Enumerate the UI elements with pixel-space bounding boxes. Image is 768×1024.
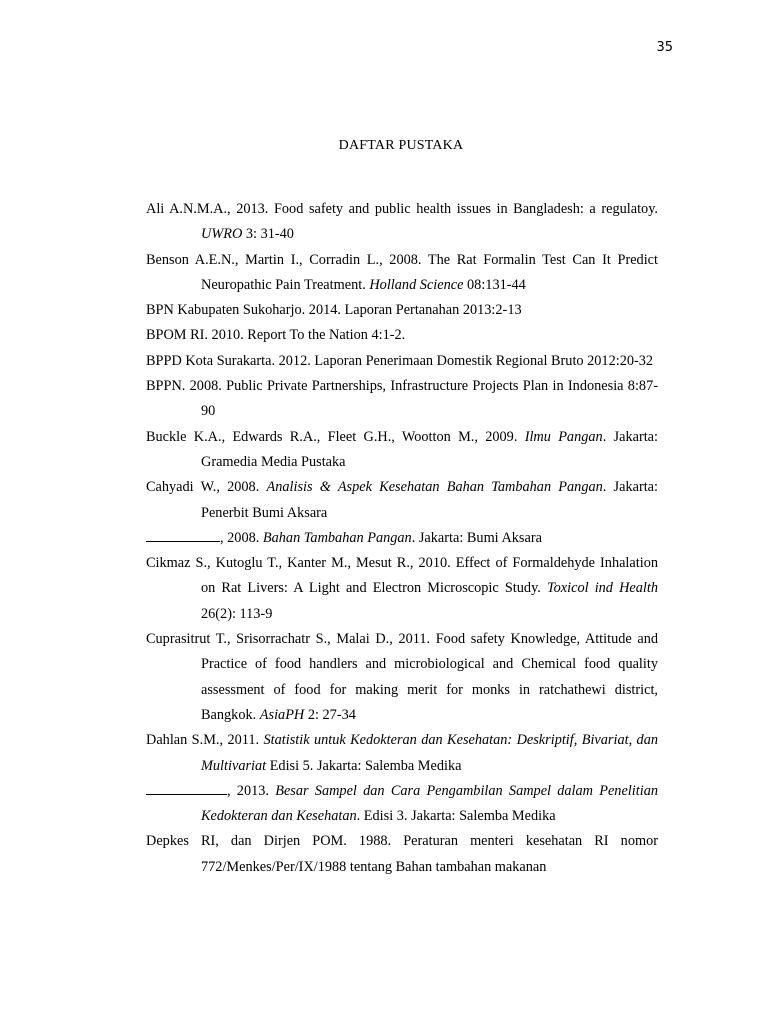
reference-item: Buckle K.A., Edwards R.A., Fleet G.H., Wootton M., 2009. Ilmu Pangan. Jakarta: Gramedia Media Pustaka [146, 428, 659, 470]
reference-item: Benson A.E.N., Martin I., Corradin L., 2008. The Rat Formalin Test Can It Predict Neuropathic Pain Treatment. Holland Science 08:131-44 [146, 251, 658, 293]
reference-item: BPN Kabupaten Sukoharjo. 2014. Laporan Pertanahan 2013:2-13 [146, 302, 522, 319]
reference-item: Cuprasitrut T., Srisorrachatr S., Malai D., 2011. Food safety Knowledge, Attitude and Practice of food handlers and microbiological and Chemical food quality assessment of food for making merit for monks in ratchathewi district, Bangkok. AsiaPH 2: 27-34 [146, 631, 658, 723]
reference-item: Cahyadi W., 2008. Analisis & Aspek Kesehatan Bahan Tambahan Pangan. Jakarta: Penerbit Bumi Aksara [146, 479, 658, 521]
author-repeat-dash [146, 780, 227, 795]
page-title: DAFTAR PUSTAKA [338, 138, 464, 153]
reference-item: BPOM RI. 2010. Report To the Nation 4:1-2. [146, 327, 406, 344]
reference-item: BPPD Kota Surakarta. 2012. Laporan Penerimaan Domestik Regional Bruto 2012:20-32 [146, 352, 654, 369]
reference-list [146, 197, 658, 880]
page-number: 35 [656, 40, 673, 55]
reference-item: Depkes RI, dan Dirjen POM. 1988. Peraturan menteri kesehatan RI nomor 772/Menkes/Per/IX/1988 tentang Bahan tambahan makanan [146, 833, 658, 875]
reference-item: Cikmaz S., Kutoglu T., Kanter M., Mesut R., 2010. Effect of Formaldehyde Inhalation on Rat Livers: A Light and Electron Microscopic Study. Toxicol ind Health 26(2): 113-9 [146, 555, 658, 622]
reference-item: Dahlan S.M., 2011. Statistik untuk Kedokteran dan Kesehatan: Deskriptif, Bivariat, dan Multivariat Edisi 5. Jakarta: Salemba Medika [146, 732, 658, 774]
reference-item: Ali A.N.M.A., 2013. Food safety and public health issues in Bangladesh: a regulatoy. UWRO 3: 31-40 [146, 201, 658, 243]
author-repeat-dash [146, 527, 220, 542]
reference-item: BPPN. 2008. Public Private Partnerships, Infrastructure Projects Plan in Indonesia 8:87-90 [146, 378, 658, 420]
reference-item: , 2008. Bahan Tambahan Pangan. Jakarta: Bumi Aksara [146, 526, 658, 551]
reference-item: , 2013. Besar Sampel dan Cara Pengambilan Sampel dalam Penelitian Kedokteran dan Kesehatan. Edisi 3. Jakarta: Salemba Medika [146, 779, 658, 830]
